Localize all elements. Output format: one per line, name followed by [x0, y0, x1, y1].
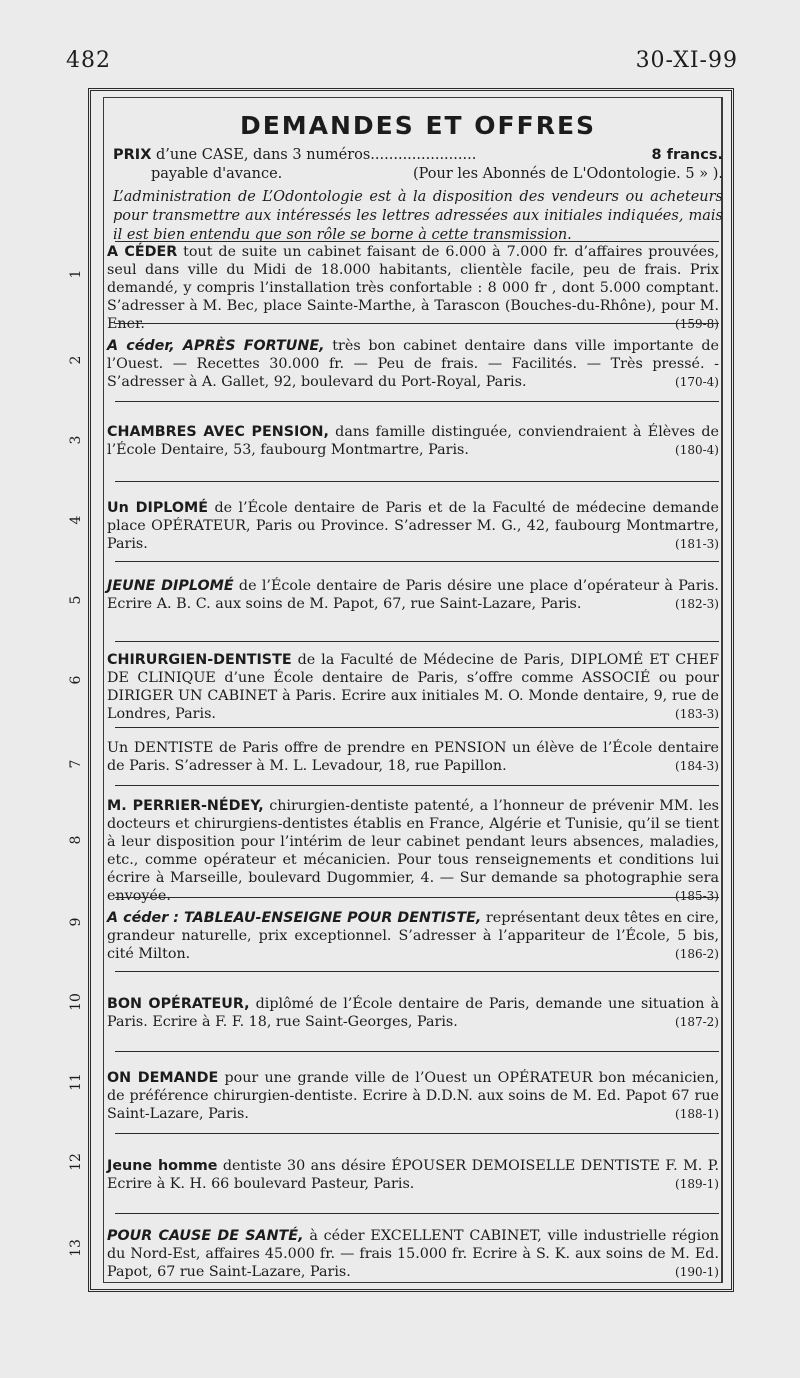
ad-lead: M. PERRIER-NÉDEY,	[107, 798, 264, 814]
ad-ref: (159-8)	[675, 317, 719, 331]
ad-item	[107, 1157, 719, 1193]
ad-item	[107, 651, 719, 723]
subscribers-text: (Pour les Abonnés de L'Odontologie.	[412, 166, 681, 182]
ad-lead: Jeune homme	[107, 1158, 218, 1174]
ad-lead: A CÉDER	[107, 244, 178, 260]
ad-text: de l’École dentaire de Paris et de la Faculté de médecine demande place OPÉRATEUR, Paris ou Province. S’adresser M. G., 42, faubourg Montmartre, Paris.	[107, 500, 719, 552]
ad-item	[107, 499, 719, 553]
margin-number: 13	[68, 1239, 84, 1257]
ad-text: pour une grande ville de l’Ouest un OPÉRATEUR bon mécanicien, de préférence chirurgien-dentiste. Ecrire à D.D.N. aux soins de M. Ed. Papot 67 rue Saint-Lazare, Paris.	[107, 1070, 719, 1122]
ad-item	[107, 1227, 719, 1281]
ad-ref: (182-3)	[675, 597, 719, 611]
ad-ref: (183-3)	[675, 707, 719, 721]
ad-text: de Paris offre de prendre en PENSION un élève de l’École dentaire de Paris. S’adresser à M. L. Levadour, 18, rue Papillon.	[107, 740, 719, 774]
ad-ref: (188-1)	[675, 1107, 719, 1121]
price-label: PRIX	[113, 147, 152, 163]
divider	[115, 1133, 719, 1134]
ad-lead: Un DENTISTE	[107, 740, 214, 756]
ad-lead: BON OPÉRATEUR,	[107, 996, 250, 1012]
divider	[115, 241, 719, 242]
ad-item	[107, 423, 719, 459]
ad-lead: Un DIPLOMÉ	[107, 500, 209, 516]
subscribers-value: 5 » ).	[685, 166, 723, 182]
ad-item	[107, 337, 719, 391]
ad-text: très bon cabinet dentaire dans ville importante de l’Ouest. — Recettes 30.000 fr. — Peu de frais. — Facilités. — Très pressé. - S’adresser à A. Gallet, 92, boulevard du Port-Royal, Paris.	[107, 338, 720, 390]
ad-ref: (186-2)	[675, 947, 719, 961]
price-value: 8 francs.	[651, 147, 723, 163]
ad-item	[107, 577, 719, 613]
divider	[115, 641, 719, 642]
ad-ref: (184-3)	[675, 759, 719, 773]
margin-number: 9	[68, 917, 84, 927]
ad-lead: POUR CAUSE DE SANTÉ,	[107, 1228, 304, 1244]
divider	[115, 727, 719, 728]
ad-lead: A céder, APRÈS FORTUNE,	[107, 338, 325, 354]
section-title: DEMANDES ET OFFRES	[239, 111, 597, 140]
ad-lead: ON DEMANDE	[107, 1070, 219, 1086]
margin-number: 6	[68, 675, 84, 685]
margin-number: 7	[68, 759, 84, 769]
margin-number: 1	[68, 269, 84, 279]
margin-number: 2	[68, 355, 84, 365]
price-text: d’une CASE, dans 3 numéros.......................	[155, 147, 477, 163]
ad-text: diplômé de l’École dentaire de Paris, demande une situation à Paris. Ecrire à F. F. 18, rue Saint-Georges, Paris.	[107, 996, 719, 1030]
ad-text: dans famille distinguée, conviendraient à Élèves de l’École Dentaire, 53, faubourg Montmartre, Paris.	[107, 424, 720, 458]
ad-item	[107, 1069, 719, 1123]
divider	[115, 561, 719, 562]
margin-number: 12	[68, 1153, 84, 1171]
divider	[115, 1051, 719, 1052]
price-line	[113, 146, 723, 165]
ad-ref: (185-3)	[675, 889, 719, 903]
ad-text: tout de suite un cabinet faisant de 6.000 à 7.000 fr. d’affaires prouvées, seul dans ville du Midi de 18.000 habitants, clientèle facile, peu de frais. Prix demandé, y compris l’installation très confortable : 8 000 fr , dont 5.000 comptant. S’adresser à M. Bec, place Sainte-Marthe, à Tarascon (Bouches-du-Rhône), pour M. Ener.	[107, 244, 719, 332]
ad-text: représentant deux têtes en cire, grandeur naturelle, prix exceptionnel. S’adresser à l’appariteur de l’École, 5 bis, cité Milton.	[107, 910, 719, 962]
divider	[115, 401, 719, 402]
ad-item	[107, 739, 719, 775]
margin-number: 4	[68, 515, 84, 525]
ad-item	[107, 243, 719, 333]
divider	[115, 1213, 719, 1214]
ads-header	[113, 111, 723, 245]
divider	[115, 785, 719, 786]
ad-lead: JEUNE DIPLOMÉ	[107, 578, 234, 594]
divider	[115, 481, 719, 482]
ad-text: dentiste 30 ans désire ÉPOUSER DEMOISELLE DENTISTE F. M. P. Ecrire à K. H. 66 boulevard Pasteur, Paris.	[107, 1158, 719, 1192]
margin-number: 8	[68, 835, 84, 845]
ad-lead: A céder : TABLEAU-ENSEIGNE POUR DENTISTE,	[107, 910, 482, 926]
ad-item	[107, 995, 719, 1031]
ad-text: de la Faculté de Médecine de Paris, DIPLOMÉ ET CHEF DE CLINIQUE d’une École dentaire de Paris, s’offre comme ASSOCIÉ ou pour DIRIGER UN CABINET à Paris. Ecrire aux initiales M. O. Monde dentaire, 9, rue de Londres, Paris.	[107, 652, 719, 722]
ads-frame	[88, 88, 734, 1292]
divider	[115, 897, 719, 898]
divider	[115, 323, 719, 324]
ad-ref: (189-1)	[675, 1177, 719, 1191]
page-number: 482	[66, 48, 111, 73]
ad-text: de l’École dentaire de Paris désire une place d’opérateur à Paris. Ecrire A. B. C. aux soins de M. Papot, 67, rue Saint-Lazare, Paris.	[107, 578, 719, 612]
intro-text: L’administration de L’Odontologie est à la disposition des vendeurs ou acheteurs pour transmettre aux intéressés les lettres adressées aux initiales indiquées, mais il est bien entendu que son rôle se borne à cette transmission.	[113, 189, 723, 243]
ad-item	[107, 909, 719, 963]
margin-number: 10	[68, 993, 84, 1011]
ad-lead: CHIRURGIEN-DENTISTE	[107, 652, 292, 668]
margin-number: 5	[68, 595, 84, 605]
payable-line	[113, 165, 723, 184]
ad-ref: (180-4)	[675, 443, 719, 457]
ad-text: à céder EXCELLENT CABINET, ville industrielle région du Nord-Est, affaires 45.000 fr. — frais 15.000 fr. Ecrire à S. K. aux soins de M. Ed. Papot, 67 rue Saint-Lazare, Paris.	[107, 1228, 719, 1280]
issue-date: 30-XI-99	[635, 48, 738, 73]
ad-ref: (190-1)	[675, 1265, 719, 1279]
margin-number: 3	[68, 435, 84, 445]
payable-text: payable d'avance.	[151, 166, 283, 182]
ad-item	[107, 797, 719, 905]
ad-ref: (170-4)	[675, 375, 719, 389]
divider	[115, 971, 719, 972]
ad-ref: (181-3)	[675, 537, 719, 551]
ad-text: chirurgien-dentiste patenté, a l’honneur de prévenir MM. les docteurs et chirurgiens-dentistes établis en France, Algérie et Tunisie, qu’il se tient à leur disposition pour l’intérim de leur cabinet pendant leurs absences, maladies, etc., comme opérateur et mécanicien. Pour tous renseignements et conditions lui écrire à Marseille, boulevard Dugommier, 4. — Sur demande sa photographie sera envoyée.	[107, 798, 719, 904]
ad-ref: (187-2)	[675, 1015, 719, 1029]
ad-lead: CHAMBRES AVEC PENSION,	[107, 424, 329, 440]
margin-number: 11	[68, 1073, 84, 1091]
